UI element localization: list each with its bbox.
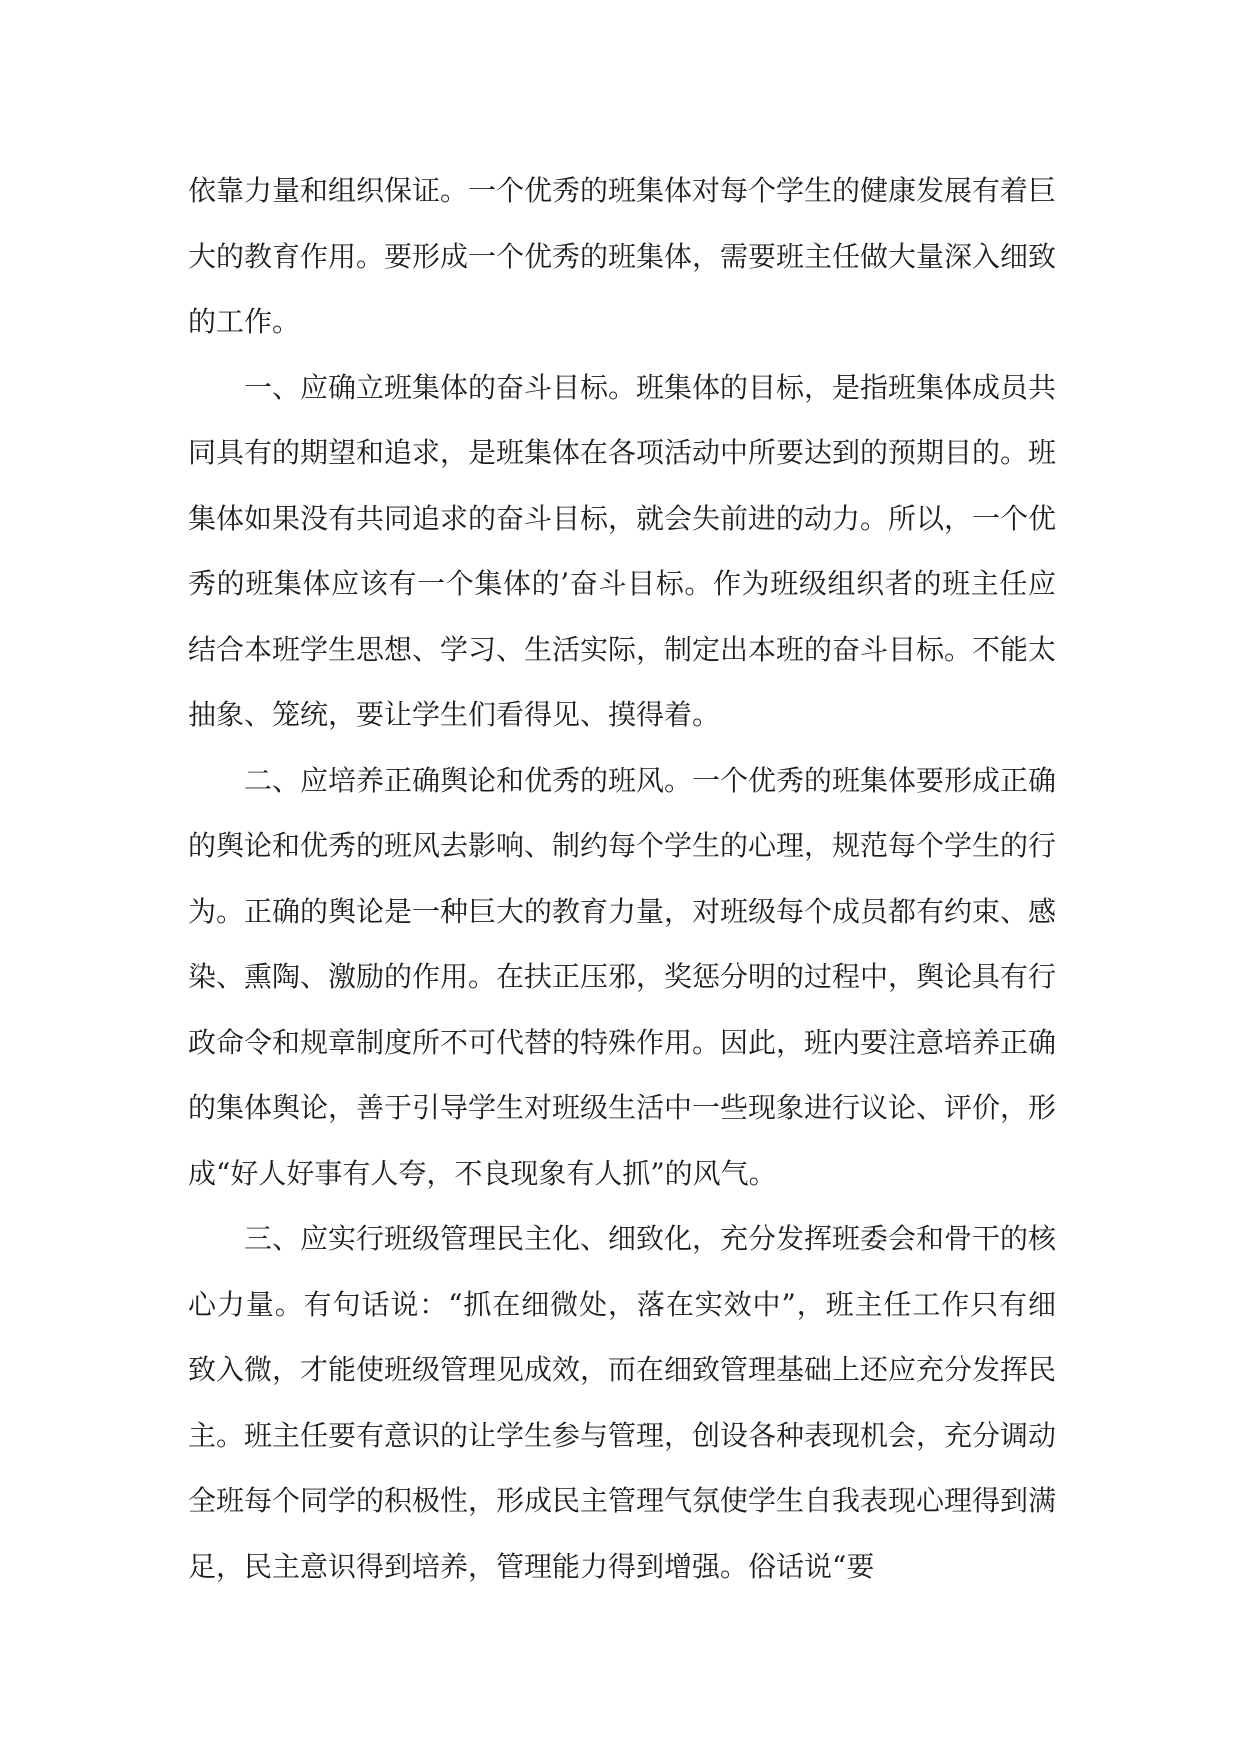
paragraph-class-spirit: 二、应培养正确舆论和优秀的班风。一个优秀的班集体要形成正确的舆论和优秀的班风去影响、制约每个学生的心理，规范每个学生的行为。正确的舆论是一种巨大的教育力量，对班级每个成员都有约束、感染、熏陶、激励的作用。在扶正压邪，奖惩分明的过程中，舆论具有行政命令和规章制度所不可代替的特殊作用。因此，班内要注意培养正确的集体舆论，善于引导学生对班级生活中一些现象进行议论、评价，形成“好人好事有人夸，不良现象有人抓”的风气。 [188,763,1057,1190]
paragraph-intro-continuation: 依靠力量和组织保证。一个优秀的班集体对每个学生的健康发展有着巨大的教育作用。要形成一个优秀的班集体，需要班主任做大量深入细致的工作。 [188,174,1057,338]
paragraph-goal: 一、应确立班集体的奋斗目标。班集体的目标，是指班集体成员共同具有的期望和追求，是班集体在各项活动中所要达到的预期目的。班集体如果没有共同追求的奋斗目标，就会失前进的动力。所以，一个优秀的班集体应该有一个集体的’奋斗目标。作为班级组织者的班主任应结合本班学生思想、学习、生活实际，制定出本班的奋斗目标。不能太抽象、笼统，要让学生们看得见、摸得着。 [188,370,1057,731]
document-body [188,158,1056,1599]
paragraph-democratic-management: 三、应实行班级管理民主化、细致化，充分发挥班委会和骨干的核心力量。有句话说：“抓在细微处，落在实效中”，班主任工作只有细致入微，才能使班级管理见成效，而在细致管理基础上还应充分发挥民主。班主任要有意识的让学生参与管理，创设各种表现机会，充分调动全班每个同学的积极性，形成民主管理气氛使学生自我表现心理得到满足，民主意识得到培养，管理能力得到增强。俗话说“要 [188,1222,1057,1583]
